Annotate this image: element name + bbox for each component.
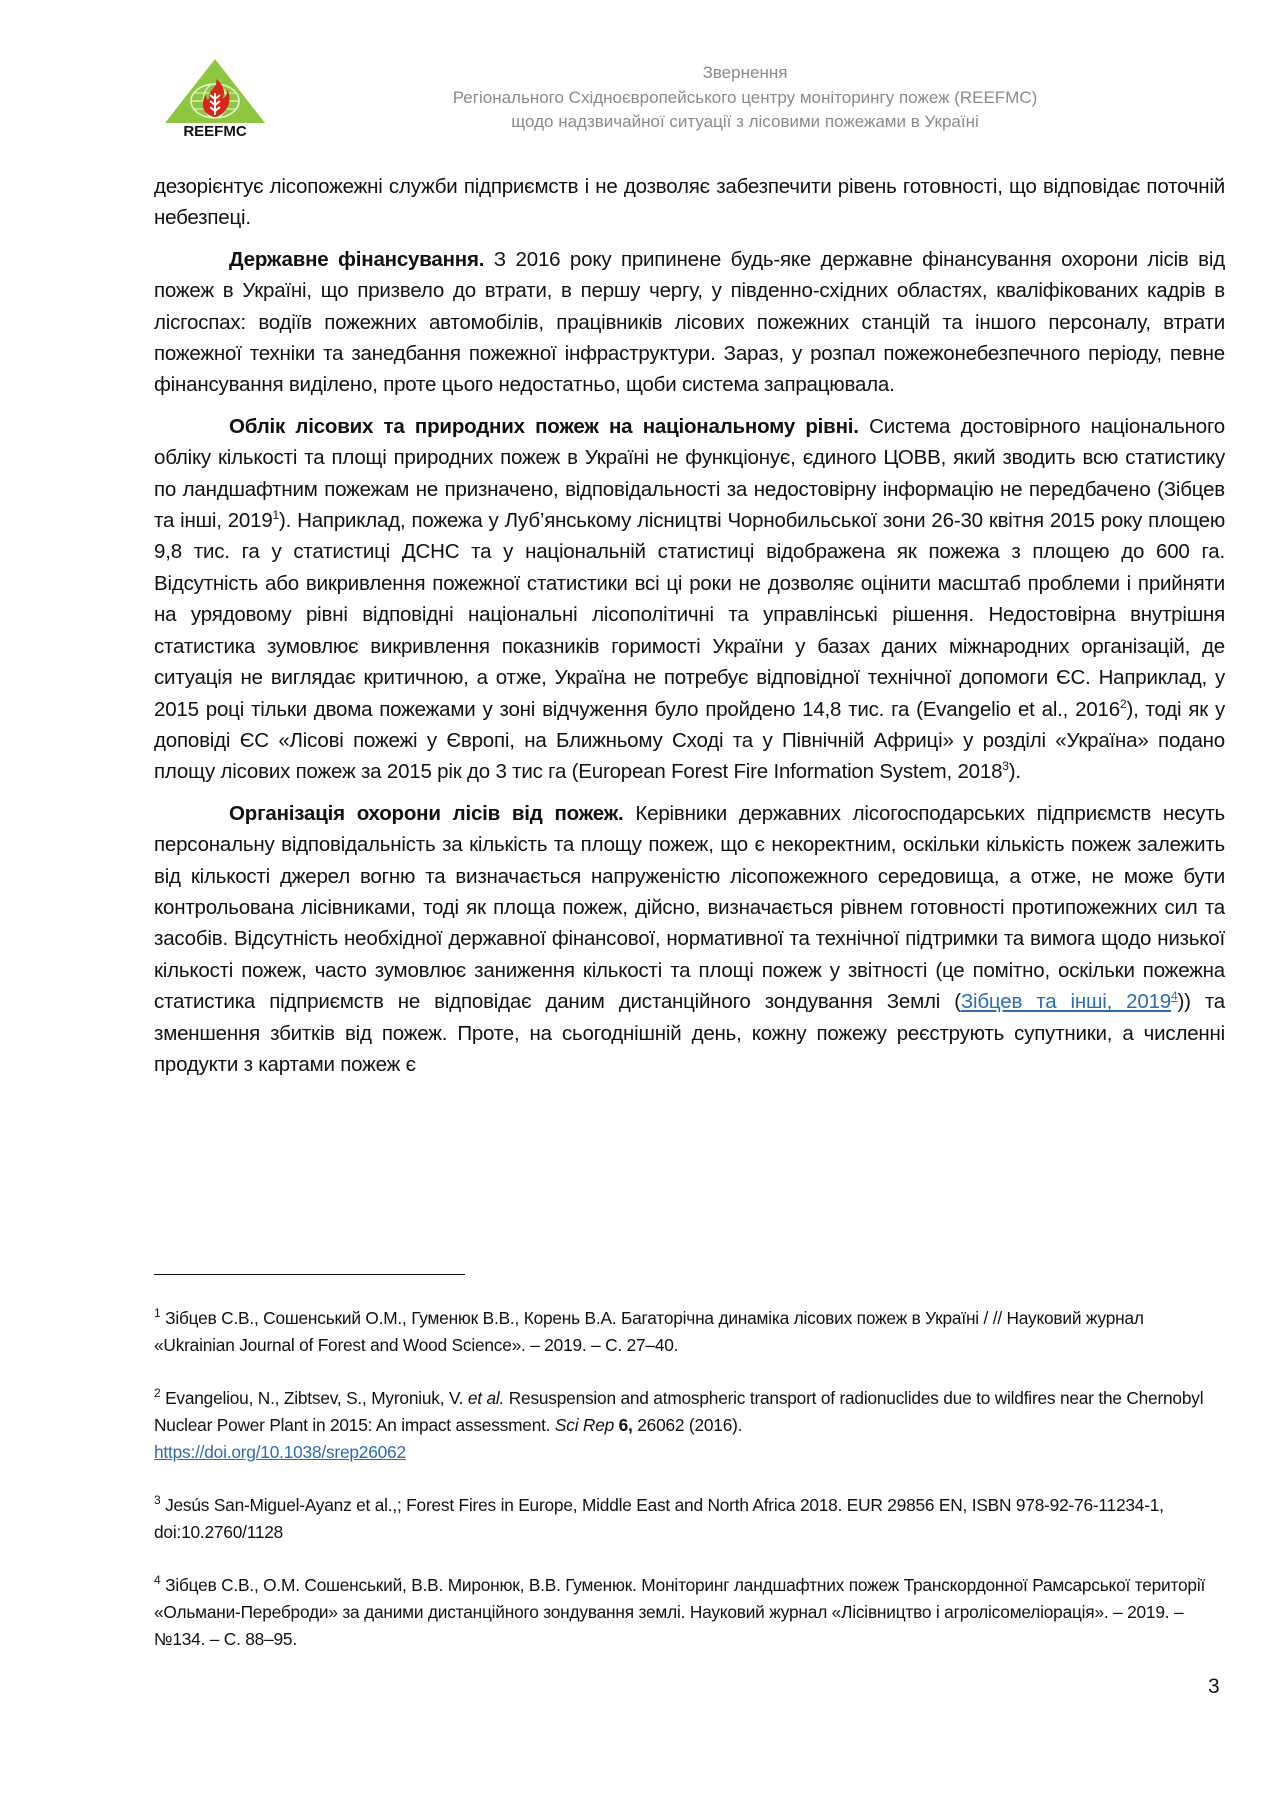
footnote-3: $^3$ Jesús San-Miguel-Ayanz et al.,; Forest Fires in Europe, Middle East and North Africa 2018. EUR 29856 EN, ISBN 978-92-76-11234-1, doi:10.2760/1128 bbox=[154, 1493, 1164, 1542]
footnote-ref-2[interactable]: 2 bbox=[1119, 696, 1127, 711]
svg-text:REEFMC: REEFMC bbox=[183, 123, 247, 139]
doi-link[interactable]: https://doi.org/10.1038/srep26062 bbox=[154, 1442, 406, 1462]
reefmc-logo bbox=[160, 57, 270, 139]
footnote-ref-1[interactable]: 1 bbox=[272, 508, 279, 523]
section-heading: Державне фінансування. bbox=[229, 247, 485, 271]
paragraph-continuation: дезорієнтує лісопожежні служби підприємств і не дозволяє забезпечити рівень готовності, що відповідає поточній небезпеці. bbox=[154, 175, 1225, 230]
footnote-2: $^2$ Evangeliou, N., Zibtsev, S., Myroniuk, V. et al. Resuspension and atmospheric transport of radionuclides due to wildfires near the Chernobyl Nuclear Power Plant in 2015: An impact assessment. Sci Rep 6, 26062 (2016). https://doi.org/10.1038/srep26062 bbox=[154, 1386, 1204, 1462]
footnote-4: $^4$ Зібцев С.В., О.М. Сошенський, В.В. Миронюк, В.В. Гуменюк. Моніторинг ландшафтних пожеж Транскордонної Рамсарської території «Ольмани-Переброди» за даними дистанційного зондування землі. Науковий журнал «Лісівництво і агролісомеліорація». – 2019. – №134. – С. 88–95. bbox=[154, 1573, 1206, 1649]
header-line-3: щодо надзвичайної ситуації з лісовими пожежами в Україні bbox=[511, 112, 979, 131]
section-heading: Облік лісових та природних пожеж на національному рівні. bbox=[229, 414, 859, 438]
footnote-separator bbox=[154, 1274, 465, 1275]
header-line-1: Звернення bbox=[702, 63, 788, 82]
section-heading: Організація охорони лісів від пожеж. bbox=[229, 801, 624, 825]
paragraph-fire-accounting: Облік лісових та природних пожеж на національному рівні. Система достовірного національного обліку кількості та площі природних пожеж в Україні не функціонує, єдиного ЦОВВ, який зводить всю статистику по ландшафтним пожежам не призначено, відповідальності за недостовірну інформацію не передбачено (Зібцев та інші, 2019$^1$). Наприклад, пожежа у Луб’янському лісництві Чорнобильської зони 26-30 квітня 2015 року площею 9,8 тис. га у статистиці ДСНС та у національній статистиці відображена як пожежа з площею до 600 га. Відсутність або викривлення пожежної статистики всі ці роки не дозволяє оцінити масштаб проблеми і прийняти на урядовому рівні відповідні національні лісополітичні та управлінські рішення. Недостовірна внутрішня статистика зумовлює викривлення показників горимості України у базах даних міжнародних організацій, де ситуація не виглядає критичною, а отже, Україна не потребує відповідної технічної допомоги ЄС. Наприклад, у 2015 році тільки двома пожежами у зоні відчуження було пройдено 14,8 тис. га (Evangelio et al., 2016$^2$), тоді як у доповіді ЄС «Лісові пожежі у Європі, на Ближньому Сході та у Північній Африці» у розділі «Україна» подано площу лісових пожеж за 2015 рік до 3 тис га (European Forest Fire Information System, 2018$^3$). bbox=[154, 414, 1225, 784]
header-line-2: Регіонального Східноєвропейського центру моніторингу пожеж (REEFMC) bbox=[452, 87, 1038, 107]
citation-link[interactable]: Зібцев та інші, 2019 bbox=[960, 990, 1171, 1014]
footnote-ref-3[interactable]: 3 bbox=[1002, 759, 1009, 774]
paragraph-forest-protection: Організація охорони лісів від пожеж. Керівники державних лісогосподарських підприємств несуть персональну відповідальність за кількість та площу пожеж, що є некоректним, оскільки кількість пожеж залежить від кількості джерел вогню та визначається напруженістю лісопожежного середовища, а отже, не може бути контрольована лісівниками, тоді як площа пожеж, дійсно, визначається рівнем готовності протипожежних сил та засобів. Відсутність необхідної державної фінансової, нормативної та технічної підтримки та вимога щодо низької кількості пожеж, часто зумовлює заниження кількості та площі пожеж у звітності (це помітно, оскільки пожежна статистика підприємств не відповідає даним дистанційного зондування Землі (Зібцев та інші, 2019$^4$)) та зменшення збитків від пожеж. Проте, на сьогоднішній день, кожну пожежу реєструють супутники, а численні продукти з картами пожеж є bbox=[154, 801, 1226, 1076]
header-text bbox=[325, 61, 1165, 135]
paragraph-state-funding: Державне фінансування. З 2016 року припинене будь-яке державне фінансування охорони лісів від пожеж в Україні, що призвело до втрати, в першу чергу, у південно-східних областях, кваліфікованих кадрів в лісгоспах: водіїв пожежних автомобілів, працівників лісових пожежних станцій та іншого персоналу, втрати пожежної техніки та занедбання пожежної інфраструктури. Зараз, у розпал пожежонебезпечного періоду, певне фінансування виділено, проте цього недостатньо, щоби система запрацювала. bbox=[154, 247, 1225, 397]
page-header bbox=[155, 55, 1155, 145]
page-number: 3 bbox=[1208, 1675, 1220, 1698]
footnote-1: $^1$ Зібцев С.В., Сошенський О.М., Гуменюк В.В., Корень В.А. Багаторічна динаміка лісових пожеж в Україні / // Науковий журнал «Ukrainian Journal of Forest and Wood Science». – 2019. – С. 27–40. bbox=[154, 1306, 1144, 1355]
footnotes bbox=[154, 1305, 1225, 1679]
footnote-ref-4[interactable]: 4 bbox=[1170, 989, 1178, 1004]
document-body bbox=[154, 171, 1225, 1080]
reefmc-logo-icon bbox=[160, 57, 270, 139]
